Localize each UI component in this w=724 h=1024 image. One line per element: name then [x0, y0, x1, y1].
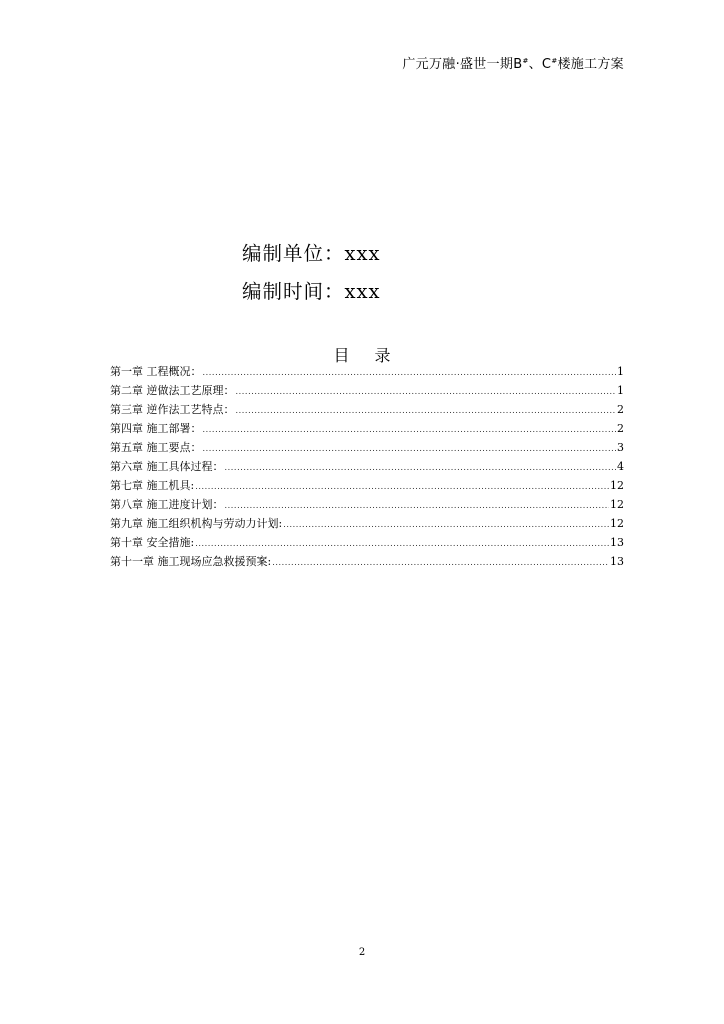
toc-leader-dots: [272, 558, 609, 567]
toc-entry[interactable]: [110, 458, 624, 477]
toc-entry[interactable]: [110, 363, 624, 382]
building-c-mark: #: [551, 57, 558, 65]
toc-entry-page: 2: [617, 422, 624, 435]
toc-entry[interactable]: [110, 553, 624, 572]
toc-leader-dots: [203, 368, 617, 377]
toc-entry-page: 12: [610, 479, 624, 492]
building-b-label: B: [513, 57, 523, 72]
toc-entry[interactable]: [110, 420, 624, 439]
toc-entry[interactable]: [110, 439, 624, 458]
toc-entry-page: 1: [617, 384, 624, 397]
toc-leader-dots: [236, 406, 617, 415]
toc-entry[interactable]: [110, 534, 624, 553]
compiling-unit-value: xxx: [344, 242, 381, 265]
building-c-label: C: [541, 57, 552, 72]
toc-entry-label: 第一章 工程概况：: [110, 365, 202, 378]
toc-entry-label: 第六章 施工具体过程：: [110, 460, 224, 473]
page-header: [402, 53, 624, 72]
page-number: 2: [358, 947, 366, 958]
toc-entry-page: 13: [610, 536, 624, 549]
toc-entry-page: 12: [610, 498, 624, 511]
toc-entry-page: 2: [617, 403, 624, 416]
toc-leader-dots: [203, 444, 617, 453]
toc-title: 目 录: [333, 346, 401, 365]
toc-entry[interactable]: [110, 382, 624, 401]
toc-entry-page: 4: [617, 460, 624, 473]
compiling-unit-label: 编制单位：: [242, 242, 345, 265]
toc-entry-label: 第九章 施工组织机构与劳动力计划:: [110, 517, 283, 530]
toc-entry[interactable]: [110, 515, 624, 534]
toc-leader-dots: [283, 520, 609, 529]
compiling-time-label: 编制时间：: [242, 280, 345, 303]
compiling-time-value: xxx: [344, 280, 381, 303]
toc-entry-page: 13: [610, 555, 624, 568]
project-title: 广元万融·盛世一期: [402, 57, 514, 72]
toc-leader-dots: [225, 463, 617, 472]
toc-entry-label: 第二章 逆做法工艺原理：: [110, 384, 235, 397]
toc-leader-dots: [203, 425, 617, 434]
toc-entry-page: 12: [610, 517, 624, 530]
toc-entry-page: 1: [617, 365, 624, 378]
toc-entry-label: 第十一章 施工现场应急救援预案:: [110, 555, 272, 568]
toc-entry-label: 第十章 安全措施:: [110, 536, 195, 549]
toc-leader-dots: [195, 482, 609, 491]
toc-entry-page: 3: [617, 441, 624, 454]
header-separator: 、: [528, 57, 542, 72]
toc-leader-dots: [195, 539, 609, 548]
compiling-time: [242, 276, 381, 304]
toc-entry[interactable]: [110, 401, 624, 420]
toc-entry-label: 第七章 施工机具:: [110, 479, 195, 492]
toc-entry-label: 第八章 施工进度计划：: [110, 498, 224, 511]
building-b-mark: #: [522, 57, 529, 65]
toc-entry[interactable]: [110, 496, 624, 515]
toc-entry-label: 第三章 逆作法工艺特点：: [110, 403, 235, 416]
toc-entry[interactable]: [110, 477, 624, 496]
toc-leader-dots: [236, 387, 617, 396]
toc-leader-dots: [225, 501, 610, 510]
table-of-contents: [110, 363, 624, 572]
header-suffix: 楼施工方案: [557, 57, 624, 72]
toc-entry-label: 第四章 施工部署：: [110, 422, 202, 435]
compiling-unit: [242, 238, 381, 266]
toc-entry-label: 第五章 施工要点：: [110, 441, 202, 454]
